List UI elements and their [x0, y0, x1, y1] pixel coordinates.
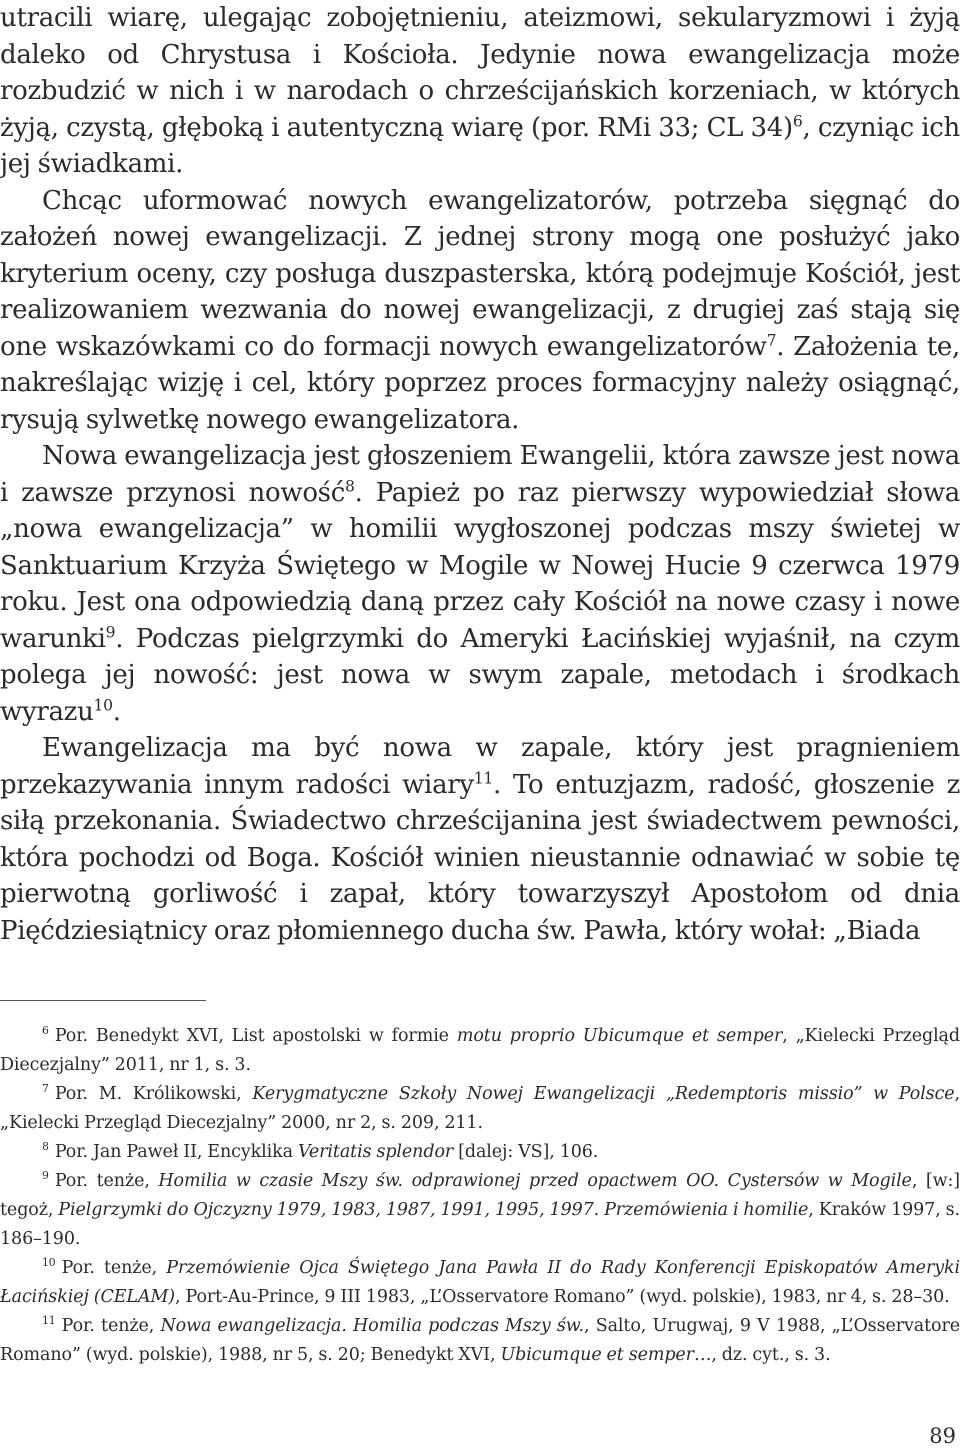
footnote-ref-7[interactable]: 7 — [766, 330, 777, 349]
footnote-text: , [w:] tegoż, — [0, 1171, 960, 1220]
footnote-text: Por. M. Królikowski, — [54, 1084, 253, 1104]
footnote-text: , „Kielecki Przegląd Diecezjalny” 2011, nr 1, s. 3. — [0, 1026, 960, 1075]
footnote-separator — [0, 1000, 206, 1001]
footnotes — [0, 1022, 960, 1370]
footnote-text: Por. tenże, — [54, 1171, 159, 1191]
text-run: Chcąc uformować nowych ewangelizatorów, potrzeba sięgnąć do założeń nowej ewangelizacji. Z jednej strony mogą one posłużyć jako kryterium oceny, czy posługa duszpasterska, którą podejmuje Kościół, jest realizowaniem wezwania do nowej ewangelizacji, z drugiej zaś stają się one wskazówkami co do formacji nowych ewangelizatorów — [0, 185, 960, 362]
text-run: utracili wiarę, ulegając zobojętnieniu, ateizmowi, sekularyzmowi i żyją daleko od Chrystusa i Kościoła. Jedynie nowa ewangelizacja może rozbudzić w nich i w narodach o chrześcijańskich korzeniach, w których żyją, czystą, głęboką i autentyczną wiarę (por. RMi 33; CL 34) — [0, 3, 960, 143]
text-run: . — [112, 696, 121, 727]
paragraph-4 — [0, 730, 960, 949]
text-run: Nowa ewangelizacja jest głoszeniem Ewangelii, która zawsze jest nowa i zawsze przynosi nowość — [0, 441, 960, 508]
footnote-number: 6 — [42, 1024, 49, 1038]
paragraph-2 — [0, 183, 960, 439]
footnote-ref-8[interactable]: 8 — [344, 476, 355, 495]
footnote-text: , Port-Au-Prince, 9 III 1983, „L’Osservatore Romano” (wyd. polskie), 1983, nr 4, s. 28–30. — [175, 1287, 950, 1307]
page-number: 89 — [929, 1424, 956, 1448]
footnote-number: 8 — [42, 1140, 49, 1154]
footnote-9 — [0, 1167, 960, 1254]
footnote-text: [dalej: VS], 106. — [453, 1142, 599, 1162]
text-run: . Papież po raz pierwszy wypowiedział słowa „nowa ewangelizacja” w homilii wygłoszonej podczas mszy świetej w Sanktuarium Krzyża Świętego w Mogile w Nowej Hucie 9 czerwca 1979 roku. Jest ona odpowiedzią daną przez cały Kościół na nowe czasy i nowe warunki — [0, 477, 960, 654]
footnote-italic: Nowa ewangelizacja. Homilia podczas Mszy św. — [160, 1316, 585, 1336]
footnote-italic: Kerygmatyczne Szkoły Nowej Ewangelizacji „Redemptoris missio” w Polsce — [252, 1084, 955, 1104]
footnote-text: Por. Jan Paweł II, Encyklika — [54, 1142, 298, 1162]
footnote-text: Por. Benedykt XVI, List apostolski w formie — [54, 1026, 457, 1046]
footnote-6 — [0, 1022, 960, 1080]
footnote-italic: Veritatis splendor — [297, 1142, 454, 1162]
text-run: , czyniąc ich jej świadkami. — [0, 112, 960, 179]
footnote-text: , Kraków 1997, s. 186–190. — [0, 1200, 960, 1249]
footnote-text: , „Kielecki Przegląd Diecezjalny” 2000, nr 2, s. 209, 211. — [0, 1084, 960, 1133]
footnote-italic: Przemówienie Ojca Świętego Jana Pawła II do Rady Konferencji Episkopatów Ameryki Łacińskiej (CELAM) — [0, 1258, 960, 1307]
footnote-10 — [0, 1254, 960, 1312]
footnote-number: 7 — [42, 1082, 49, 1096]
footnote-number: 9 — [42, 1169, 49, 1183]
footnote-text: Por. tenże, — [61, 1258, 167, 1278]
footnote-ref-9[interactable]: 9 — [105, 622, 116, 641]
footnote-italic: Pielgrzymki do Ojczyzny 1979, 1983, 1987, 1991, 1995, 1997. Przemówienia i homilie — [58, 1200, 809, 1220]
footnote-11 — [0, 1312, 960, 1370]
footnote-text: , Salto, Urugwaj, 9 V 1988, „L’Osservatore Romano” (wyd. polskie), 1988, nr 5, s. 20; Benedykt XVI, — [0, 1316, 960, 1365]
footnote-number: 10 — [42, 1256, 56, 1270]
text-run: . Podczas pielgrzymki do Ameryki Łacińskiej wyjaśnił, na czym polega jej nowość: jest nowa w swym zapale, metodach i środkach wyrazu — [0, 623, 960, 727]
footnote-italic: Ubicumque et semper… — [500, 1345, 712, 1365]
text-run: Ewangelizacja ma być nowa w zapale, który jest pragnieniem przekazywania innym radości wiary — [0, 733, 960, 800]
footnote-ref-10[interactable]: 10 — [93, 695, 113, 714]
text-run: . To entuzjazm, radość, głoszenie z siłą przekonania. Świadectwo chrześcijanina jest świadectwem pewności, która pochodzi od Boga. Kościół winien nieustannie odnawiać w sobie tę pierwotną gorliwość i zapał, który towarzyszył Apostołom od dnia Pięćdziesiątnicy oraz płomiennego ducha św. Pawła, który wołał: „Biada — [0, 769, 960, 946]
footnote-italic: Homilia w czasie Mszy św. odprawionej przed opactwem OO. Cystersów w Mogile — [158, 1171, 912, 1191]
text-run: . Założenia te, nakreślając wizję i cel, który poprzez proces formacyjny należy osiągnąć, rysują sylwetkę nowego ewangelizatora. — [0, 331, 960, 435]
footnote-ref-11[interactable]: 11 — [473, 768, 494, 787]
footnote-7 — [0, 1080, 960, 1138]
footnote-number: 11 — [42, 1314, 56, 1328]
paragraph-1 — [0, 0, 960, 183]
footnote-ref-6[interactable]: 6 — [792, 111, 803, 130]
footnote-text: , dz. cyt., s. 3. — [711, 1345, 831, 1365]
footnote-8 — [0, 1138, 960, 1167]
paragraph-3 — [0, 438, 960, 730]
footnote-text: Por. tenże, — [61, 1316, 161, 1336]
footnote-italic: motu proprio Ubicumque et semper — [456, 1026, 783, 1046]
